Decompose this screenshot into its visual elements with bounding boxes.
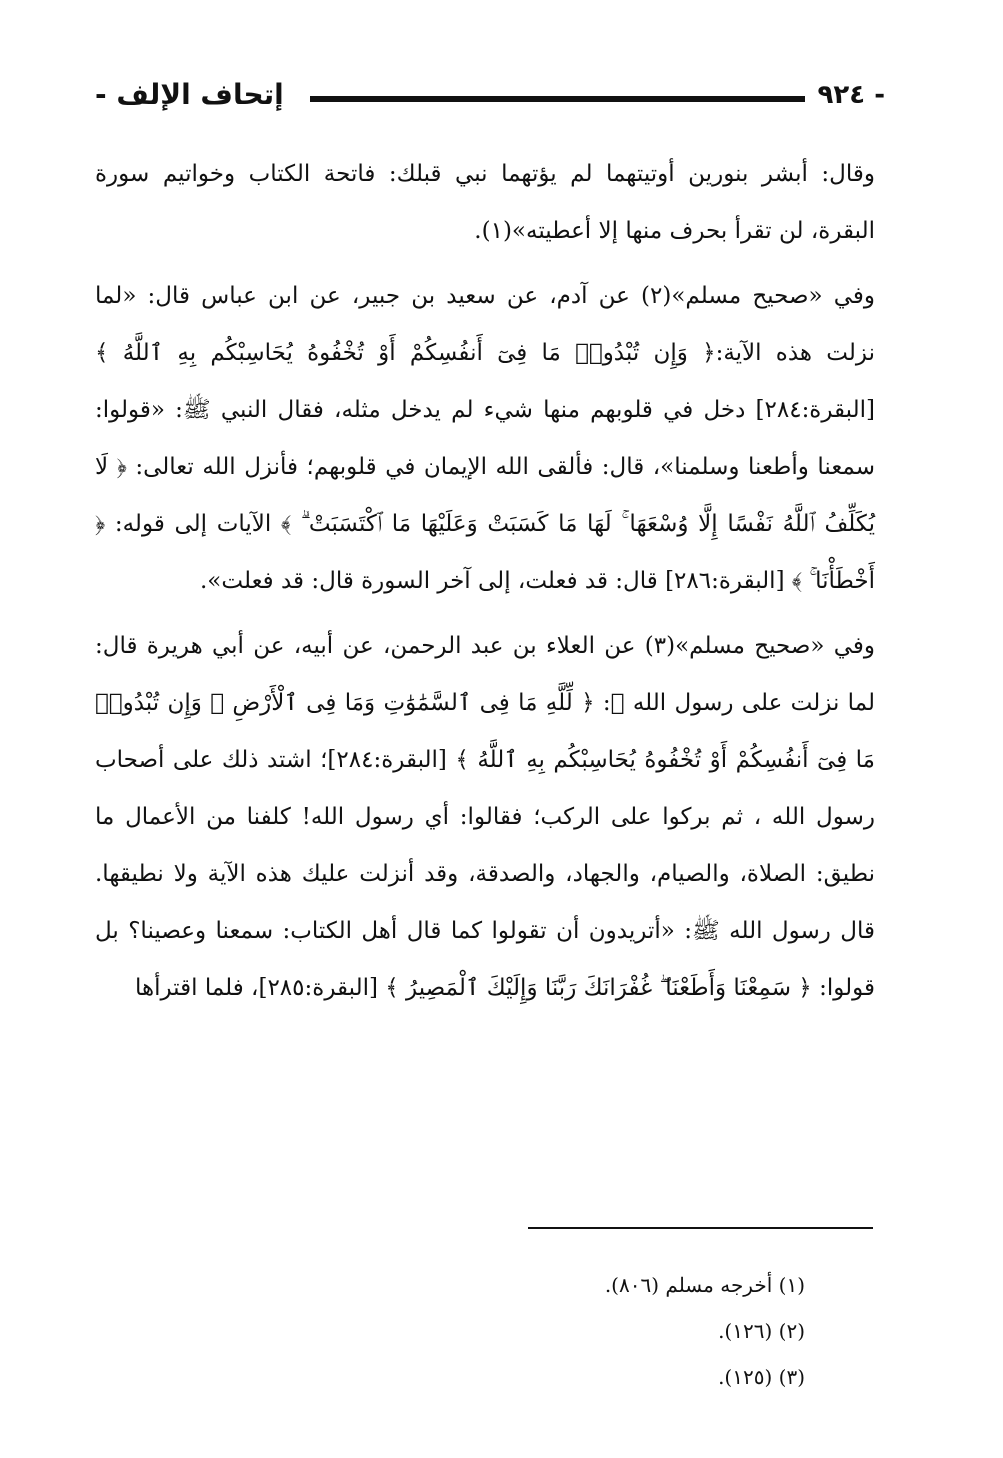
footnote: (٣) (١٢٥). xyxy=(718,1365,805,1389)
footnote: (١) أخرجه مسلم (٨٠٦). xyxy=(604,1273,805,1297)
page-header xyxy=(95,78,885,118)
paragraph: وفي «صحيح مسلم»(٢) عن آدم، عن سعيد بن جبير، عن ابن عباس قال: «لما نزلت هذه الآية:﴿ وَإِن تُبْدُوا۟ مَا فِىٓ أَنفُسِكُمْ أَوْ تُخْفُوهُ يُحَاسِبْكُم بِهِ ٱللَّهُ ﴾ [البقرة:٢٨٤] دخل في قلوبهم منها شيء لم يدخل مثله، فقال النبي ﷺ: «قولوا: سمعنا وأطعنا وسلمنا»، قال: فألقى الله الإيمان في قلوبهم؛ فأنزل الله تعالى: ﴿ لَا يُكَلِّفُ ٱللَّهُ نَفْسًا إِلَّا وُسْعَهَا ۚ لَهَا مَا كَسَبَتْ وَعَلَيْهَا مَا ٱكْتَسَبَتْ ۗ ﴾ الآيات إلى قوله: ﴿ أَخْطَأْنَا ۚ ﴾ [البقرة:٢٨٦] قال: قد فعلت، إلى آخر السورة قال: قد فعلت». xyxy=(95,283,875,594)
header-rule xyxy=(310,96,805,102)
paragraph: وقال: أبشر بنورين أوتيتهما لم يؤتهما نبي قبلك: فاتحة الكتاب وخواتيم سورة البقرة، لن تقرأ بحرف منها إلا أعطيته»(١). xyxy=(95,161,875,244)
book-title: إتحاف الإلف - xyxy=(95,78,284,111)
page-number: - ٩٢٤ xyxy=(817,80,885,110)
footnotes xyxy=(385,1262,805,1400)
footnote-separator xyxy=(528,1227,873,1229)
main-text xyxy=(95,146,875,1025)
paragraph: وفي «صحيح مسلم»(٣) عن العلاء بن عبد الرحمن، عن أبيه، عن أبي هريرة قال: لما نزلت على رسول الله ﷺ: ﴿ لِّلَّهِ مَا فِى ٱلسَّمَٰوَٰتِ وَمَا فِى ٱلْأَرْضِ ۗ وَإِن تُبْدُوا۟ مَا فِىٓ أَنفُسِكُمْ أَوْ تُخْفُوهُ يُحَاسِبْكُم بِهِ ٱللَّهُ ﴾ [البقرة:٢٨٤]؛ اشتد ذلك على أصحاب رسول الله ، ثم بركوا على الركب؛ فقالوا: أي رسول الله! كلفنا من الأعمال ما نطيق: الصلاة، والصيام، والجهاد، والصدقة، وقد أنزلت عليك هذه الآية ولا نطيقها. قال رسول الله ﷺ: «أتريدون أن تقولوا كما قال أهل الكتاب: سمعنا وعصينا؟ بل قولوا: ﴿ سَمِعْنَا وَأَطَعْنَا ۖ غُفْرَانَكَ رَبَّنَا وَإِلَيْكَ ٱلْمَصِيرُ ﴾ [البقرة:٢٨٥]، فلما اقترأها xyxy=(95,633,875,1001)
footnote: (٢) (١٢٦). xyxy=(718,1319,805,1343)
